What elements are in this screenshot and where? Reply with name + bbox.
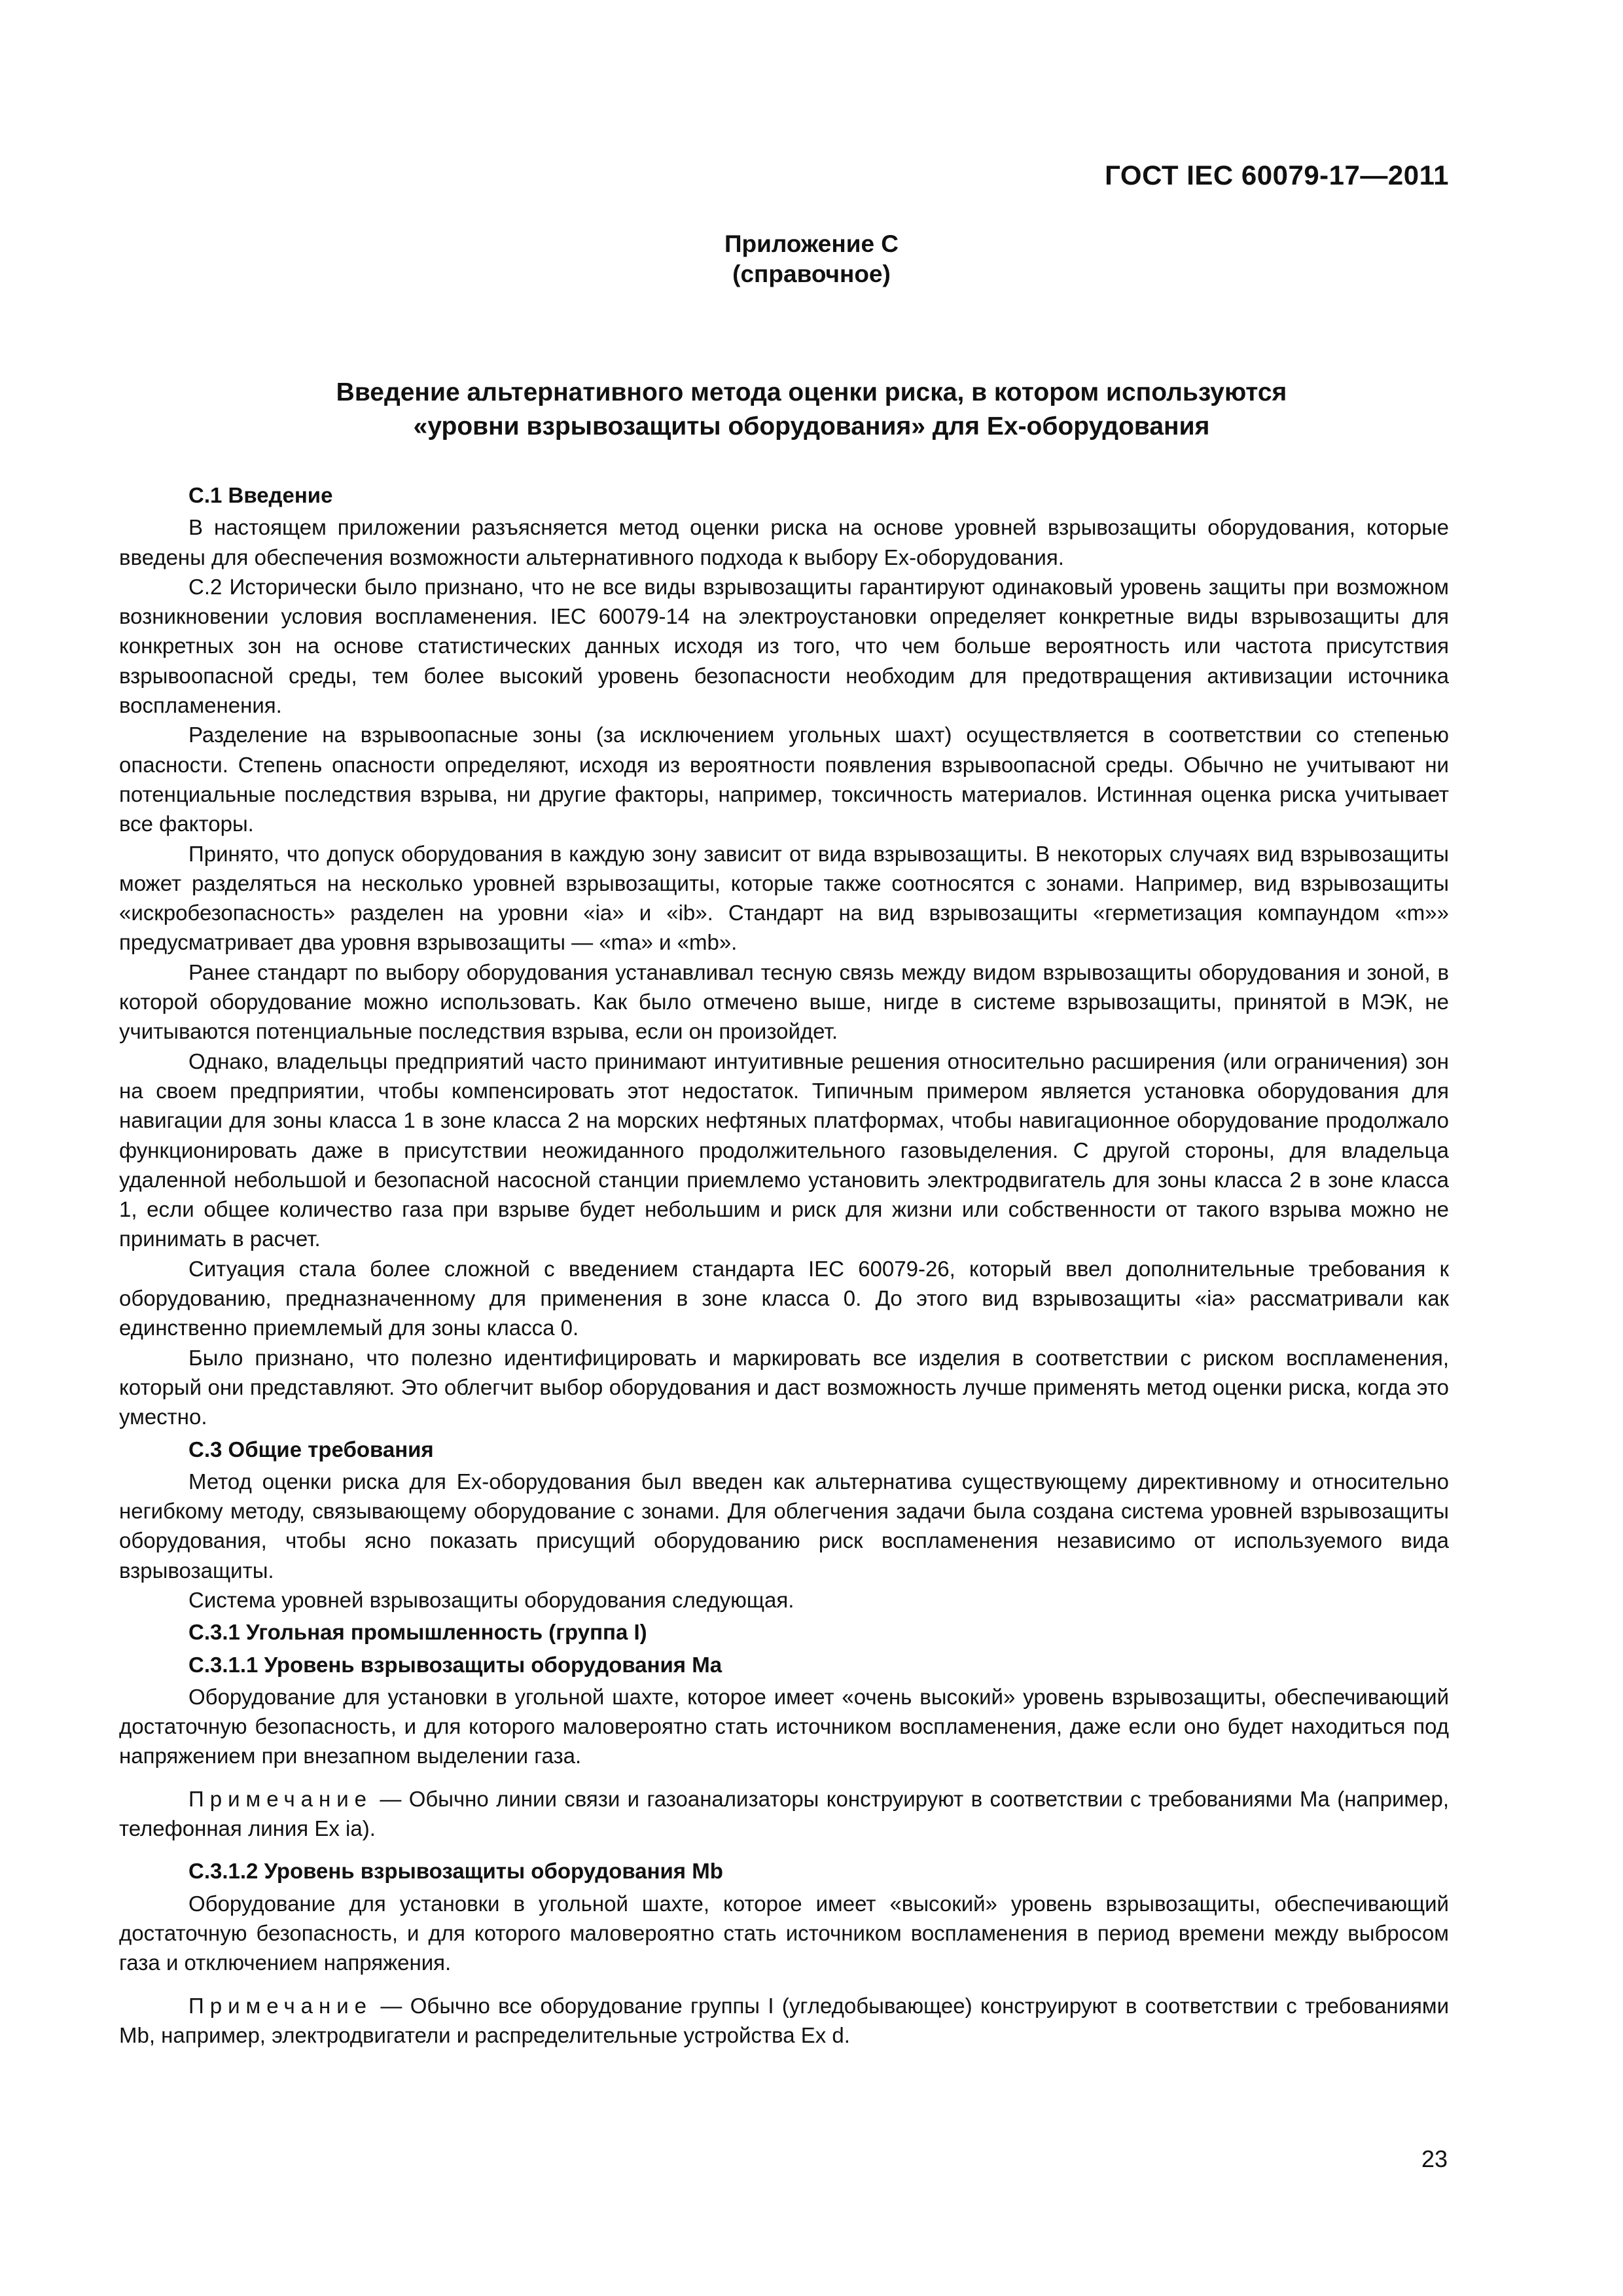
- section-heading-c31: С.3.1 Угольная промышленность (группа I): [188, 1620, 647, 1645]
- note-paragraph: [119, 1784, 1449, 1844]
- section-heading-c3: С.3 Общие требования: [188, 1437, 434, 1462]
- paragraph: Ситуация стала более сложной с введением стандарта IEC 60079-26, который ввел дополнительные требования к оборудованию, предназначенному для применения в зоне класса 0. До этого вид взрывозащиты «ia» рассматривали как единственно приемлемый для зоны класса 0.: [119, 1256, 1449, 1340]
- annex-heading: [0, 229, 1623, 289]
- annex-label: Приложение С: [724, 230, 899, 257]
- paragraph: В настоящем приложении разъясняется метод оценки риска на основе уровней взрывозащиты оборудования, которые введены для обеспечения возможности альтернативного подхода к выбору Ex-оборудования.: [119, 515, 1449, 569]
- paragraph: Оборудование для установки в угольной шахте, которое имеет «очень высокий» уровень взрывозащиты, обеспечивающий достаточную безопасность, и для которого маловероятно стать источником воспламенения, даже если оно будет находиться под напряжением при внезапном выделении газа.: [119, 1684, 1449, 1768]
- annex-title: [170, 376, 1453, 444]
- paragraph: Было признано, что полезно идентифицировать и маркировать все изделия в соответствии с риском воспламенения, который они представляют. Это облегчит выбор оборудования и даст возможность лучше применять метод оценки риска, когда это уместно.: [119, 1345, 1449, 1429]
- note-label: Примечание: [188, 1786, 373, 1811]
- annex-title-line-1: Введение альтернативного метода оценки риска, в котором используются: [336, 378, 1287, 406]
- paragraph: Система уровней взрывозащиты оборудования следующая.: [188, 1587, 794, 1612]
- note-paragraph: [119, 1991, 1449, 2051]
- page-number: 23: [1421, 2145, 1448, 2172]
- note-text: — Обычно все оборудование группы I (угледобывающее) конструируют в соответствии с требованиями Mb, например, электродвигатели и распределительные устройства Ex d.: [119, 1993, 1449, 2047]
- paragraph: Разделение на взрывоопасные зоны (за исключением угольных шахт) осуществляется в соответствии со степенью опасности. Степень опасности определяют, исходя из вероятности появления взрывоопасной среды. Обычно не учитывают ни потенциальные последствия взрыва, ни другие факторы, например, токсичность материалов. Истинная оценка риска учитывает все факторы.: [119, 723, 1449, 836]
- section-heading-c312: С.3.1.2 Уровень взрывозащиты оборудования Mb: [188, 1859, 723, 1884]
- document-id: ГОСТ IEC 60079-17—2011: [1105, 160, 1449, 190]
- paragraph: Метод оценки риска для Ex-оборудования был введен как альтернатива существующему директивному и относительно негибкому методу, связывающему оборудование с зонами. Для облегчения задачи была создана система уровней взрывозащиты оборудования, чтобы ясно показать присущий оборудованию риск воспламенения независимо от используемого вида взрывозащиты.: [119, 1469, 1449, 1583]
- paragraph: Оборудование для установки в угольной шахте, которое имеет «высокий» уровень взрывозащиты, обеспечивающий достаточную безопасность, и для которого маловероятно стать источником воспламенения в период времени между выбросом газа и отключением напряжения.: [119, 1891, 1449, 1975]
- paragraph: Принято, что допуск оборудования в каждую зону зависит от вида взрывозащиты. В некоторых случаях вид взрывозащиты может разделяться на несколько уровней взрывозащиты, которые также соотносятся с зонами. Например, вид взрывозащиты «искробезопасность» разделен на уровни «ia» и «ib». Стандарт на вид взрывозащиты «герметизация компаундом «m»» предусматривает два уровня взрывозащиты — «ma» и «mb».: [119, 841, 1449, 955]
- paragraph: С.2 Исторически было признано, что не все виды взрывозащиты гарантируют одинаковый уровень защиты при возможном возникновении условия воспламенения. IEC 60079-14 на электроустановки определяет конкретные виды взрывозащиты для конкретных зон на основе статистических данных исходя из того, что чем больше вероятность или частота присутствия взрывоопасной среды, тем более высокий уровень безопасности необходим для предотвращения активизации источника воспламенения.: [119, 574, 1449, 718]
- paragraph: Ранее стандарт по выбору оборудования устанавливал тесную связь между видом взрывозащиты оборудования и зоной, в которой оборудование можно использовать. Как было отмечено выше, нигде в системе взрывозащиты, принятой в МЭК, не учитываются потенциальные последствия взрыва, если он произойдет.: [119, 960, 1449, 1044]
- annex-title-line-2: «уровни взрывозащиты оборудования» для Ex-оборудования: [413, 412, 1210, 440]
- section-heading-c311: С.3.1.1 Уровень взрывозащиты оборудования Ma: [188, 1652, 722, 1677]
- note-text: — Обычно линии связи и газоанализаторы конструируют в соответствии с требованиями Ma (например, телефонная линия Ex ia).: [119, 1786, 1449, 1841]
- section-heading-c1: С.1 Введение: [188, 483, 333, 507]
- annex-type: (справочное): [732, 260, 891, 287]
- note-label: Примечание: [188, 1993, 373, 2018]
- document-body: [119, 478, 1449, 2050]
- paragraph: Однако, владельцы предприятий часто принимают интуитивные решения относительно расширения (или ограничения) зон на своем предприятии, чтобы компенсировать этот недостаток. Типичным примером является установка оборудования для навигации для зоны класса 1 в зоне класса 2 на морских нефтяных платформах, чтобы навигационное оборудование продолжало функционировать даже в присутствии неожиданного продолжительного газовыделения. С другой стороны, для владельца удаленной небольшой и безопасной насосной станции приемлемо установить электродвигатель для зоны класса 2 в зоне класса 1, если общее количество газа при взрыве будет небольшим и риск для жизни или собственности от такого взрыва можно не принимать в расчет.: [119, 1049, 1449, 1251]
